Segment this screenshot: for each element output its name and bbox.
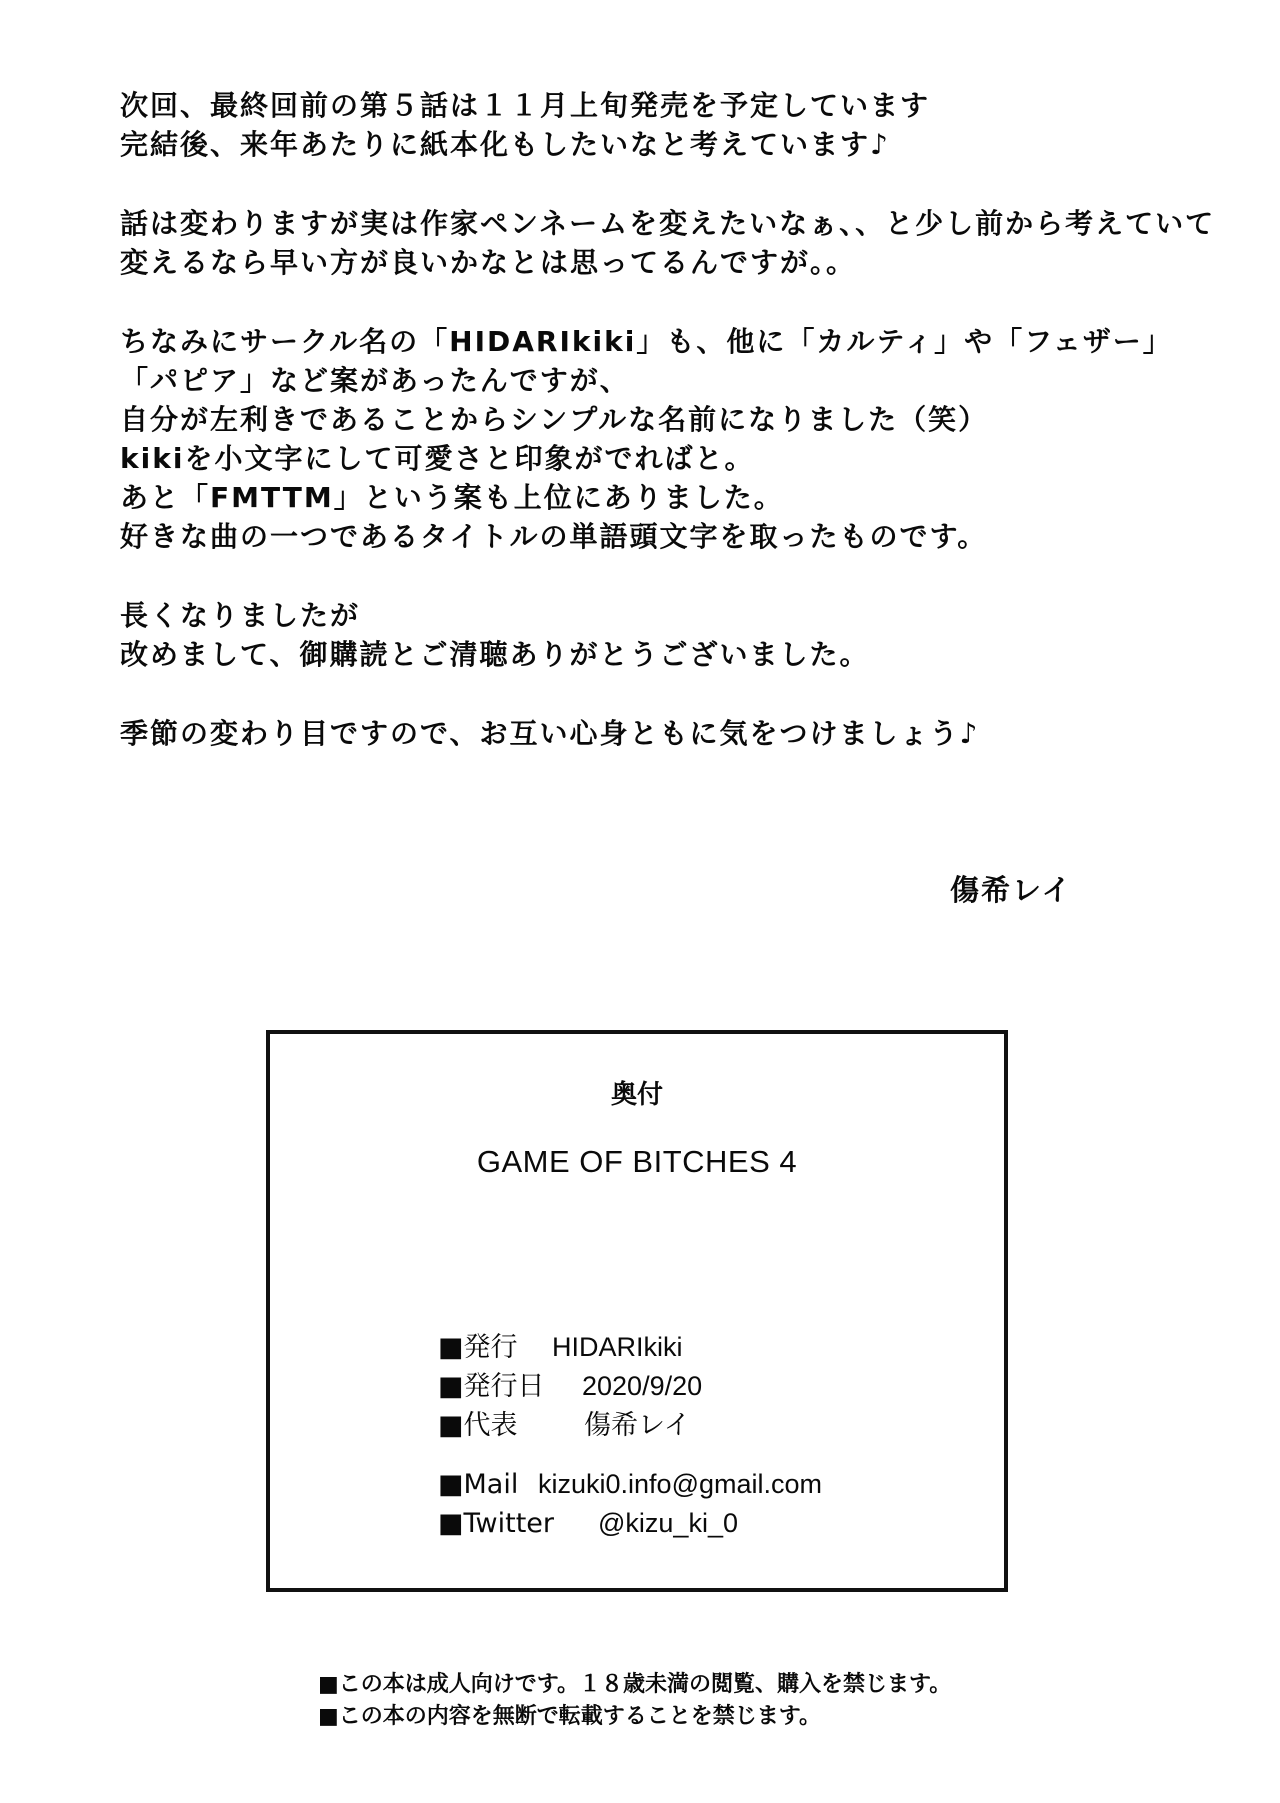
afterword-line: 好きな曲の一つであるタイトルの単語頭文字を取ったものです。 xyxy=(120,520,988,553)
afterword-line: ちなみにサークル名の「HIDARIkiki」も、他に「カルティ」や「フェザー」 xyxy=(120,325,1173,358)
issue-date-row xyxy=(438,1367,822,1406)
twitter-row xyxy=(438,1504,822,1543)
afterword-text xyxy=(120,86,1240,753)
colophon-heading: 奥付 xyxy=(610,1080,663,1110)
mail-row xyxy=(438,1465,822,1504)
colophon-info xyxy=(438,1328,822,1543)
afterword-line: 「パピア」など案があったんですが、 xyxy=(120,364,630,397)
paragraph-gap xyxy=(120,674,1240,714)
afterword-line: 変えるなら早い方が良いかなとは思ってるんですが。。 xyxy=(120,246,857,279)
twitter-label: ■Twitter xyxy=(438,1508,555,1539)
colophon-box xyxy=(266,1030,1008,1592)
representative-row xyxy=(438,1406,822,1445)
representative-value: 傷希レイ xyxy=(584,1410,691,1441)
copyright-notice: ■この本の内容を無断で転載することを禁じます。 xyxy=(318,1704,822,1729)
issue-date-label: ■発行日 xyxy=(438,1371,545,1402)
twitter-handle: @kizu_ki_0 xyxy=(598,1508,738,1538)
book-title: GAME OF BITCHES 4 xyxy=(476,1144,798,1179)
afterword-line: 季節の変わり目ですので、お互い心身ともに気をつけましょう♪ xyxy=(120,717,980,750)
legal-notices xyxy=(318,1669,951,1733)
mail-label: ■Mail xyxy=(438,1469,519,1500)
paragraph-gap xyxy=(120,164,1240,204)
afterword-line: 次回、最終回前の第５話は１１月上旬発売を予定しています xyxy=(120,89,931,122)
publisher-label: ■発行 xyxy=(438,1332,518,1363)
adult-content-notice: ■この本は成人向けです。１８歳未満の閲覧、購入を禁じます。 xyxy=(318,1672,952,1697)
afterword-line: kikiを小文字にして可愛さと印象がでればと。 xyxy=(120,442,755,475)
publisher-value: HIDARIkiki xyxy=(552,1332,683,1362)
afterword-line: 自分が左利きであることからシンプルな名前になりました（笑） xyxy=(120,403,989,436)
afterword-line: 完結後、来年あたりに紙本化もしたいなと考えています♪ xyxy=(120,128,890,161)
paragraph-gap xyxy=(120,556,1240,596)
author-signature: 傷希レイ xyxy=(950,873,1073,907)
afterword-line: 改めまして、御購読とご清聴ありがとうございました。 xyxy=(120,638,870,671)
issue-date-value: 2020/9/20 xyxy=(582,1371,703,1401)
mail-address: kizuki0.info@gmail.com xyxy=(538,1469,823,1499)
afterword-line: あと「FMTTM」という案も上位にありました。 xyxy=(120,481,784,514)
afterword-line: 話は変わりますが実は作家ペンネームを変えたいなぁ、、と少し前から考えていて xyxy=(120,207,1216,240)
paragraph-gap xyxy=(120,282,1240,322)
publisher-row xyxy=(438,1328,822,1367)
representative-label: ■代表 xyxy=(438,1410,518,1441)
afterword-line: 長くなりましたが xyxy=(120,599,361,632)
